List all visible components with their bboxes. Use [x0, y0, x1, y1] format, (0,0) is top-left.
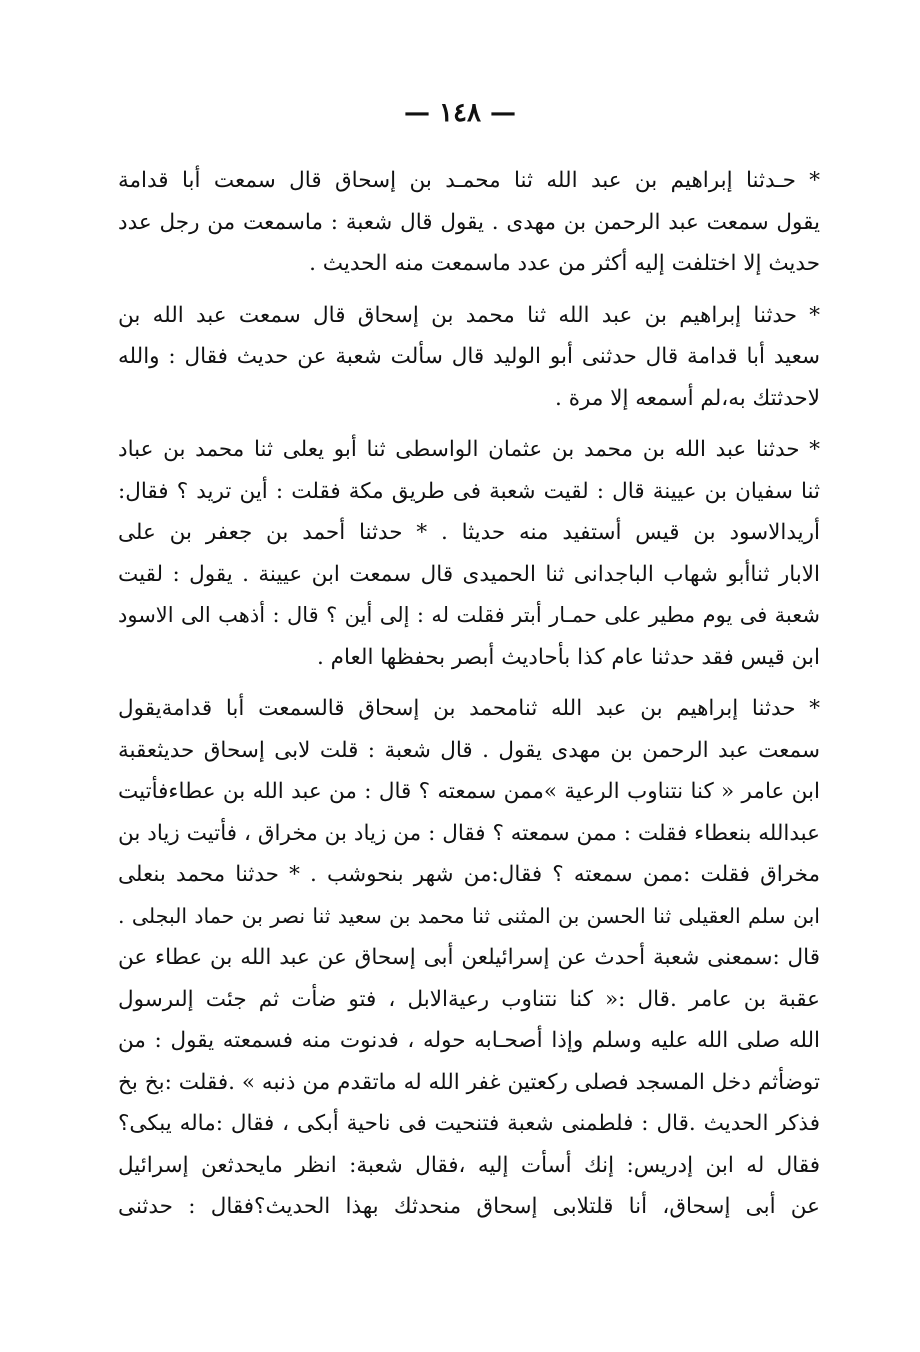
text-line: * حدثنا عبد الله بن محمد بن عثمان الواسطى ثنا أبو يعلى ثنا محمد بن عباد: [118, 437, 820, 462]
paragraph: [118, 429, 820, 678]
page-number: — ١٤٨ —: [403, 98, 517, 128]
text-line: سمعت عبد الرحمن بن مهدى يقول . قال شعبة : قلت لابى إسحاق حديثعقبة: [118, 737, 820, 763]
body-text: [118, 160, 820, 1238]
text-line: الابار ثناأبو شهاب الباجدانى ثنا الحميدى قال سمعت ابن عيينة . يقول : لقيت: [118, 561, 820, 587]
text-line: ابن سلم العقيلى ثنا الحسن بن المثنى ثنا محمد بن سعيد ثنا نصر بن حماد البجلى .: [118, 903, 820, 928]
text-line: أريدالاسود بن قيس أستفيد منه حديثا . * حدثنا أحمد بن جعفر بن على: [118, 520, 820, 545]
paragraph: [118, 295, 820, 420]
text-line: قال :سمعنى شعبة أحدث عن إسرائيلعن أبى إسحاق عن عبد الله بن عطاء عن: [118, 945, 820, 970]
text-line: توضأثم دخل المسجد فصلى ركعتين غفر الله له ماتقدم من ذنبه » .فقلت :بخ بخ: [118, 1069, 820, 1095]
paragraph: [118, 688, 820, 1228]
text-line: حديث إلا اختلفت إليه أكثر من عدد ماسمعت منه الحديث .: [309, 251, 820, 276]
text-line: فقال له ابن إدريس: إنك أسأت إليه ،فقال شعبة: انظر مايحدثعن إسرائيل: [118, 1152, 820, 1178]
text-line: * حدثنا إبراهيم بن عبد الله ثنامحمد بن إسحاق قالسمعت أبا قدامةيقول: [118, 696, 820, 721]
text-line: ابن عامر « كنا نتناوب الرعية »ممن سمعته ؟ قال : من عبد الله بن عطاءفأتيت: [118, 779, 820, 804]
text-line: ابن قيس فقد حدثنا عام كذا بأحاديث أبصر بحفظها العام .: [316, 644, 820, 670]
text-line: شعبة فى يوم مطير على حمـار أبتر فقلت له : إلى أين ؟ قال : أذهب الى الاسود: [118, 603, 820, 627]
text-line: مخراق فقلت :ممن سمعته ؟ فقال:من شهر بنحوشب . * حدثنا محمد بنعلى: [118, 862, 820, 887]
text-line: يقول سمعت عبد الرحمن بن مهدى . يقول قال شعبة : ماسمعت من رجل عدد: [118, 209, 820, 235]
text-line: عن أبى إسحاق، أنا قلتلابى إسحاق منحدثك بهذا الحديث؟فقال : حدثنى: [118, 1194, 820, 1219]
text-line: * حـدثنا إبراهيم بن عبد الله ثنا محمـد بن إسحاق قال سمعت أبا قدامة: [118, 168, 820, 193]
text-line: عبدالله بنعطاء فقلت : ممن سمعته ؟ فقال : من زياد بن مخراق ، فأتيت زياد بن: [118, 820, 820, 846]
text-line: الله صلى الله عليه وسلم وإذا أصحـابه حوله ، فدنوت منه فسمعته يقول : من: [118, 1028, 820, 1053]
paragraph: [118, 160, 820, 285]
text-line: سعيد أبا قدامة قال حدثنى أبو الوليد قال سألت شعبة عن حديث فقال : والله: [118, 344, 820, 369]
text-line: عقبة بن عامر .قال :« كنا نتناوب رعيةالابل ، فتو ضأت ثم جئت إلىرسول: [118, 986, 820, 1012]
text-line: * حدثنا إبراهيم بن عبد الله ثنا محمد بن إسحاق قال سمعت عبد الله بن: [118, 302, 820, 328]
text-line: لاحدثتك به،لم أسمعه إلا مرة .: [555, 385, 820, 411]
text-line: ثنا سفيان بن عيينة قال : لقيت شعبة فى طريق مكة فقلت : أين تريد ؟ فقال:: [118, 478, 820, 504]
text-line: فذكر الحديث .قال : فلطمنى شعبة فتنحيت فى ناحية أبكى ، فقال :ماله يبكى؟: [118, 1111, 820, 1136]
